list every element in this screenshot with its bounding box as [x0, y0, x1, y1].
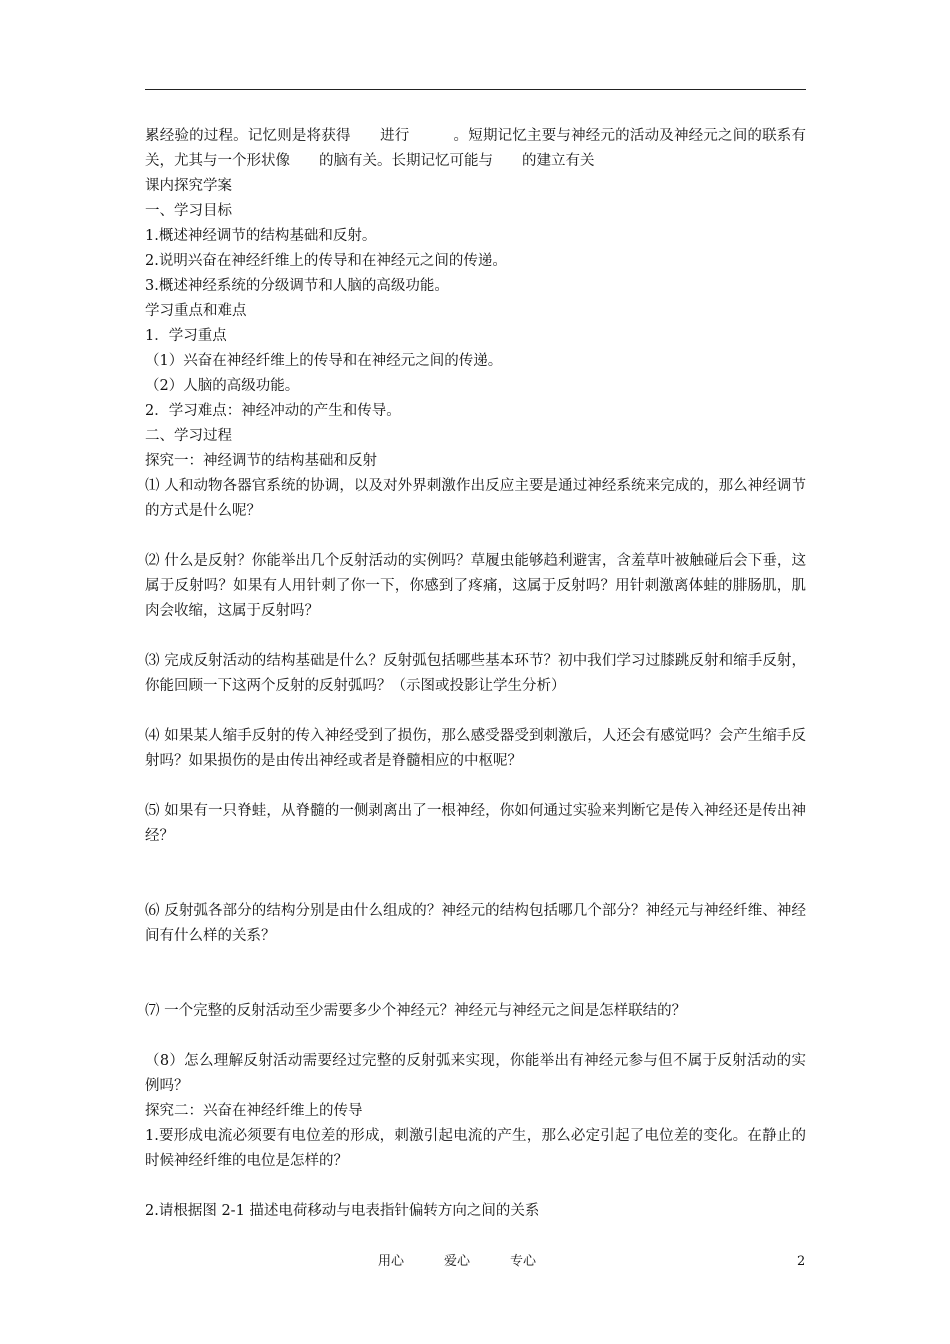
- heading-inquiry-two: 探究二：兴奋在神经纤维上的传导: [145, 1103, 363, 1119]
- question-5: ⑸ 如果有一只脊蛙，从脊髓的一侧剥离出了一根神经，你如何通过实验来判断它是传入神经还是传出神经？: [145, 803, 806, 844]
- header-rule: [145, 89, 806, 90]
- footer-motto-word: 爱心: [444, 1254, 471, 1269]
- heading-key-points: 学习重点和难点: [145, 303, 247, 319]
- document-body: [145, 124, 806, 1224]
- paragraph-memory-intro: 累经验的过程。记忆则是将获得 进行 。短期记忆主要与神经元的活动及神经元之间的联系有关，尤其与一个形状像 的脑有关。长期记忆可能与 的建立有关: [145, 128, 806, 169]
- inquiry-two-question-1: 1.要形成电流必须要有电位差的形成，刺激引起电流的产生，那么必定引起了电位差的变化。在静止的时候神经纤维的电位是怎样的？: [145, 1128, 806, 1169]
- goal-item: 2.说明兴奋在神经纤维上的传导和在神经元之间的传递。: [145, 253, 507, 269]
- heading-inquiry-one: 探究一：神经调节的结构基础和反射: [145, 453, 377, 469]
- section-title: 课内探究学案: [145, 178, 232, 194]
- key-point-item: （2）人脑的高级功能。: [145, 378, 300, 394]
- question-1: ⑴ 人和动物各器官系统的协调，以及对外界刺激作出反应主要是通过神经系统来完成的，那么神经调节的方式是什么呢？: [145, 478, 806, 519]
- subheading-key-points: 1．学习重点: [145, 328, 227, 344]
- page-footer: [0, 1252, 950, 1272]
- heading-learning-process: 二、学习过程: [145, 428, 232, 444]
- footer-motto-word: 专心: [510, 1254, 537, 1269]
- footer-motto: [378, 1252, 576, 1272]
- goal-item: 1.概述神经调节的结构基础和反射。: [145, 228, 377, 244]
- footer-motto-word: 用心: [378, 1254, 405, 1269]
- question-2: ⑵ 什么是反射？你能举出几个反射活动的实例吗？草履虫能够趋利避害，含羞草叶被触碰后会下垂，这属于反射吗？如果有人用针刺了你一下，你感到了疼痛，这属于反射吗？用针刺激离体蛙的腓肠肌，肌肉会收缩，这属于反射吗？: [145, 553, 806, 619]
- goal-item: 3.概述神经系统的分级调节和人脑的高级功能。: [145, 278, 449, 294]
- question-6: ⑹ 反射弧各部分的结构分别是由什么组成的？神经元的结构包括哪几个部分？神经元与神经纤维、神经间有什么样的关系？: [145, 903, 806, 944]
- question-4: ⑷ 如果某人缩手反射的传入神经受到了损伤，那么感受器受到刺激后，人还会有感觉吗？会产生缩手反射吗？如果损伤的是由传出神经或者是脊髓相应的中枢呢？: [145, 728, 806, 769]
- question-3: ⑶ 完成反射活动的结构基础是什么？反射弧包括哪些基本环节？初中我们学习过膝跳反射和缩手反射，你能回顾一下这两个反射的反射弧吗？（示图或投影让学生分析）: [145, 653, 806, 694]
- question-7: ⑺ 一个完整的反射活动至少需要多少个神经元？神经元与神经元之间是怎样联结的？: [145, 1003, 687, 1019]
- difficulty-item: 2．学习难点：神经冲动的产生和传导。: [145, 403, 401, 419]
- page-number: 2: [797, 1254, 806, 1269]
- inquiry-two-question-2: 2.请根据图 2-1 描述电荷移动与电表指针偏转方向之间的关系: [145, 1203, 540, 1219]
- key-point-item: （1）兴奋在神经纤维上的传导和在神经元之间的传递。: [145, 353, 503, 369]
- heading-learning-goals: 一、学习目标: [145, 203, 232, 219]
- question-8: （8）怎么理解反射活动需要经过完整的反射弧来实现，你能举出有神经元参与但不属于反射活动的实例吗？: [145, 1053, 806, 1094]
